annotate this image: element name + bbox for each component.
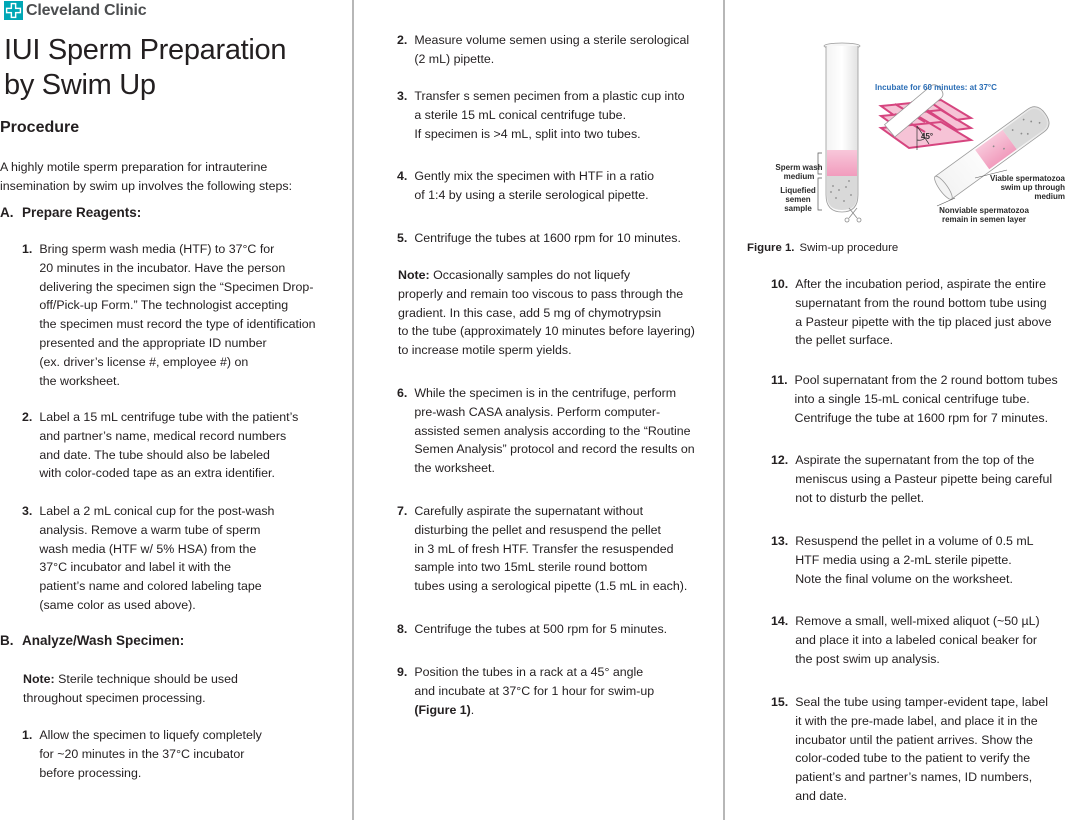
liquefied-label: Liquefied semen sample [780, 186, 816, 213]
step-text: Label a 15 mL centrifuge tube with the patient’s and partner’s name, medical record numbers and date. The tube should also be labeled with color-coded tape as an extra identifier. [39, 410, 299, 481]
step-7 [397, 502, 719, 596]
step-text: While the specimen is in the centrifuge, perform pre-wash CASA analysis. Perform computer- assisted semen analysis according to the “Routine Semen Analysis” protocol and record the results on the worksheet. [414, 386, 695, 476]
middle-note [398, 266, 695, 360]
section-a-heading [0, 205, 141, 220]
step-number: 11. [771, 373, 788, 387]
step-text: Transfer s semen pecimen from a plastic cup into a sterile 15 mL conical centrifuge tube. If specimen is >4 mL, split into two tubes. [414, 89, 685, 141]
step-text: Carefully aspirate the supernatant without disturbing the pellet and resuspend the pellet in 3 mL of fresh HTF. Transfer the resuspended sample into two 15mL sterile round bottom tubes using a serological pipette (1.5 mL in each). [414, 504, 688, 594]
figure-caption-text: Swim-up procedure [799, 242, 899, 254]
step-14 [771, 612, 1067, 668]
step-number: 2. [397, 33, 408, 47]
note-text: throughout specimen processing. [23, 690, 206, 705]
step-6 [397, 384, 719, 478]
note-text: gradient. In this case, add 5 mg of chymotrypsin [398, 305, 662, 320]
step-a1 [22, 240, 352, 390]
title-line-2: by Swim Up [4, 69, 156, 101]
section-a-title: Prepare Reagents: [22, 205, 142, 220]
step-number: 14. [771, 614, 789, 628]
step-text: Bring sperm wash media (HTF) to 37°C for 20 minutes in the incubator. Have the person delivering the specimen sign the “Specimen Drop- off/Pick-up Form.” The technologist accepting the specimen must record the type of identification presented and the appropriate ID number (ex. driver’s license #, employee #) on the worksheet. [39, 242, 316, 388]
step-text: Position the tubes in a rack at a 45° angle and incubate at 37°C for 1 hour for swim-up (Figure 1). [414, 665, 655, 717]
step-10 [771, 275, 1067, 350]
step-number: 15. [771, 695, 789, 709]
step-a2 [22, 408, 352, 483]
step-a3 [22, 502, 352, 615]
step-11 [771, 371, 1067, 427]
section-a-letter: A. [0, 205, 14, 220]
note-label: Note: [398, 268, 430, 282]
step-3 [397, 87, 719, 143]
step-number: 3. [22, 504, 33, 518]
page-title [4, 33, 286, 103]
step-5 [397, 229, 719, 248]
step-number: 2. [22, 410, 33, 424]
step-8 [397, 620, 719, 639]
section-b-letter: B. [0, 633, 14, 648]
step-number: 9. [397, 665, 408, 679]
procedure-intro [0, 158, 292, 195]
step-2 [397, 31, 719, 69]
step-number: 4. [397, 169, 408, 183]
step-text: After the incubation period, aspirate the entire supernatant from the round bottom tube using a Pasteur pipette with the tip placed just above the pellet surface. [795, 277, 1052, 348]
cross-emblem-icon [4, 1, 23, 20]
figure-reference: (Figure 1) [414, 702, 471, 717]
angle-label: 45° [921, 132, 934, 141]
section-b-heading [0, 633, 184, 648]
step-number: 13. [771, 534, 789, 548]
incubate-label: Incubate for 60 minutes: at 37°C [875, 83, 997, 92]
step-text: Measure volume semen using a sterile serological (2 mL) pipette. [414, 33, 690, 66]
figure-caption-label: Figure 1. [747, 242, 795, 254]
note-text: to the tube (approximately 10 minutes before layering) [398, 324, 695, 339]
step-number: 5. [397, 231, 408, 245]
step-9 [397, 663, 719, 719]
note-text: Sterile technique should be used [54, 672, 238, 686]
step-text: Pool supernatant from the 2 round bottom tubes into a single 15-mL conical centrifuge tube. Centrifuge the tube at 1600 rpm for 7 minutes. [794, 373, 1058, 425]
procedure-heading: Procedure [0, 119, 80, 136]
vertical-tube [818, 43, 860, 212]
step-number: 12. [771, 453, 789, 467]
nonviable-label: Nonviable spermatozoa remain in semen layer [939, 206, 1029, 224]
step-text: Remove a small, well-mixed aliquot (~50 µL) and place it into a labeled conical beaker for the post swim up analysis. [795, 614, 1040, 666]
intro-line: insemination by swim up involves the following steps: [0, 178, 293, 193]
note-text: to increase motile sperm yields. [398, 343, 572, 358]
step-number: 10. [771, 277, 789, 291]
step-12 [771, 451, 1067, 507]
viable-label: Viable spermatozoa swim up through medium [990, 174, 1065, 201]
note-text: Occasionally samples do not liquefy [429, 268, 631, 282]
step-b1 [22, 726, 352, 782]
step-number: 7. [397, 504, 408, 518]
column-divider-right [723, 0, 725, 820]
step-number: 6. [397, 386, 408, 400]
title-line-1: IUI Sperm Preparation [4, 34, 287, 66]
step-text: Aspirate the supernatant from the top of the meniscus using a Pasteur pipette being careful not to disturb the pellet. [795, 453, 1053, 505]
step-number: 1. [22, 242, 33, 256]
section-b-title: Analyze/Wash Specimen: [22, 633, 185, 648]
figure-caption [747, 242, 898, 254]
step-text: Label a 2 mL conical cup for the post-wash analysis. Remove a warm tube of sperm wash media (HTF w/ 5% HSA) from the 37°C incubator and label it with the patient’s name and colored labeling tape (same color as used above). [39, 504, 275, 612]
logo-text: Cleveland Clinic [26, 1, 147, 19]
step-15 [771, 693, 1067, 806]
note-text: properly and remain too viscous to pass through the [398, 286, 684, 301]
step-number: 1. [22, 728, 33, 742]
step-text: Gently mix the specimen with HTF in a ratio of 1:4 by using a sterile serological pipette. [414, 169, 654, 202]
intro-line: A highly motile sperm preparation for intrauterine [0, 160, 268, 174]
step-number: 3. [397, 89, 408, 103]
step-text: Centrifuge the tubes at 1600 rpm for 10 minutes. [414, 231, 681, 245]
brand-logo [4, 1, 146, 20]
swim-up-figure [745, 40, 1067, 230]
step-text: Centrifuge the tubes at 500 rpm for 5 minutes. [414, 622, 668, 636]
section-b-note [23, 670, 238, 708]
column-divider-left [352, 0, 354, 820]
sperm-wash-label: Sperm wash medium [775, 163, 823, 181]
step-text: Seal the tube using tamper-evident tape, label it with the pre-made label, and place it in the incubator until the patient arrives. Show the color-coded tube to the patient to verify the patient’s and partner’s names, ID numbers, and date. [795, 695, 1049, 803]
note-label: Note: [23, 672, 55, 686]
step-4 [397, 167, 719, 205]
step-text: Resuspend the pellet in a volume of 0.5 mL HTF media using a 2-mL sterile pipette. Note the final volume on the worksheet. [795, 534, 1034, 586]
step-13 [771, 532, 1067, 588]
step-text: Allow the specimen to liquefy completely for ~20 minutes in the 37°C incubator before processing. [39, 728, 262, 780]
step-number: 8. [397, 622, 408, 636]
